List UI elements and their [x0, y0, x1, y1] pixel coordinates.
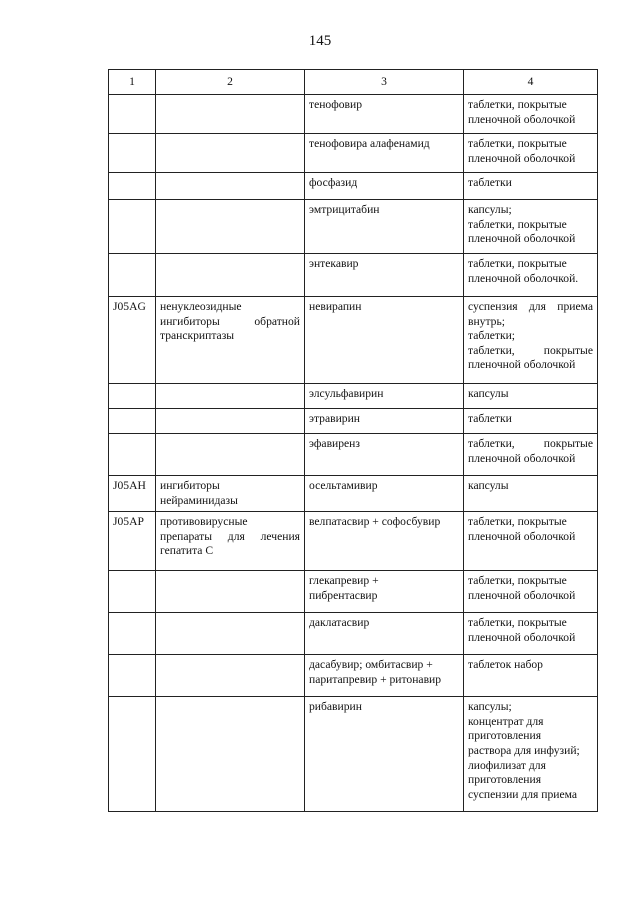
drug-name-cell: тенофовира алафенамид: [305, 134, 464, 173]
dosage-form-cell: капсулы; таблетки, покрытые пленочной оболочкой: [464, 200, 598, 254]
atc-code-cell: [109, 697, 156, 812]
drug-name-cell: энтекавир: [305, 254, 464, 297]
drug-name-cell: дасабувир; омбитасвир + паритапревир + ритонавир: [305, 655, 464, 697]
atc-code-cell: [109, 384, 156, 409]
pharmacological-group-cell: противовирусные препараты для лечения гепатита С: [156, 512, 305, 571]
atc-code-cell: J05AP: [109, 512, 156, 571]
atc-code-cell: J05AG: [109, 297, 156, 384]
header-col-3: 3: [305, 70, 464, 95]
dosage-form-cell: капсулы; концентрат для приготовления раствора для инфузий; лиофилизат для приготовления суспензии для приема: [464, 697, 598, 812]
header-col-4: 4: [464, 70, 598, 95]
drug-name-cell: осельтамивир: [305, 476, 464, 512]
medication-table: [108, 69, 598, 812]
table-row: [109, 655, 598, 697]
table-row: [109, 173, 598, 200]
drug-name-cell: эмтрицитабин: [305, 200, 464, 254]
table-row: [109, 613, 598, 655]
pharmacological-group-cell: ненуклеозидные ингибиторы обратной транскриптазы: [156, 297, 305, 384]
atc-code-cell: [109, 409, 156, 434]
pharmacological-group-cell: [156, 134, 305, 173]
drug-name-cell: велпатасвир + софосбувир: [305, 512, 464, 571]
atc-code-cell: [109, 613, 156, 655]
atc-code-cell: [109, 571, 156, 613]
table-row: [109, 200, 598, 254]
dosage-form-cell: таблетки, покрытые пленочной оболочкой: [464, 134, 598, 173]
table-row: [109, 409, 598, 434]
pharmacological-group-cell: [156, 200, 305, 254]
pharmacological-group-cell: [156, 95, 305, 134]
table-row: [109, 254, 598, 297]
table-row: [109, 297, 598, 384]
table-row: [109, 476, 598, 512]
pharmacological-group-cell: [156, 571, 305, 613]
pharmacological-group-cell: [156, 254, 305, 297]
drug-name-cell: элсульфавирин: [305, 384, 464, 409]
atc-code-cell: [109, 134, 156, 173]
dosage-form-cell: таблетки, покрытые пленочной оболочкой.: [464, 254, 598, 297]
atc-code-cell: [109, 434, 156, 476]
header-col-2: 2: [156, 70, 305, 95]
table-row: [109, 134, 598, 173]
drug-name-cell: рибавирин: [305, 697, 464, 812]
dosage-form-cell: таблетки, покрытые пленочной оболочкой: [464, 95, 598, 134]
drug-name-cell: этравирин: [305, 409, 464, 434]
drug-name-cell: фосфазид: [305, 173, 464, 200]
atc-code-cell: [109, 173, 156, 200]
dosage-form-cell: таблетки: [464, 173, 598, 200]
dosage-form-cell: таблеток набор: [464, 655, 598, 697]
pharmacological-group-cell: [156, 655, 305, 697]
pharmacological-group-cell: ингибиторы нейраминидазы: [156, 476, 305, 512]
atc-code-cell: [109, 254, 156, 297]
table-header-row: [109, 70, 598, 95]
dosage-form-cell: таблетки: [464, 409, 598, 434]
dosage-form-cell: таблетки, покрытые пленочной оболочкой: [464, 512, 598, 571]
dosage-form-cell: капсулы: [464, 384, 598, 409]
atc-code-cell: [109, 200, 156, 254]
pharmacological-group-cell: [156, 697, 305, 812]
table-row: [109, 384, 598, 409]
drug-name-cell: даклатасвир: [305, 613, 464, 655]
drug-name-cell: невирапин: [305, 297, 464, 384]
drug-name-cell: глекапревир + пибрентасвир: [305, 571, 464, 613]
dosage-form-cell: капсулы: [464, 476, 598, 512]
page-number: 145: [308, 33, 332, 49]
pharmacological-group-cell: [156, 613, 305, 655]
table-row: [109, 512, 598, 571]
dosage-form-cell: таблетки, покрытые пленочной оболочкой: [464, 613, 598, 655]
dosage-form-cell: таблетки, покрытые пленочной оболочкой: [464, 434, 598, 476]
pharmacological-group-cell: [156, 409, 305, 434]
table-body: [109, 95, 598, 812]
dosage-form-cell: таблетки, покрытые пленочной оболочкой: [464, 571, 598, 613]
atc-code-cell: [109, 95, 156, 134]
header-col-1: 1: [109, 70, 156, 95]
pharmacological-group-cell: [156, 384, 305, 409]
table-row: [109, 571, 598, 613]
pharmacological-group-cell: [156, 173, 305, 200]
atc-code-cell: J05AH: [109, 476, 156, 512]
table-row: [109, 697, 598, 812]
table-row: [109, 95, 598, 134]
dosage-form-cell: суспензия для приема внутрь; таблетки; таблетки, покрытые пленочной оболочкой: [464, 297, 598, 384]
pharmacological-group-cell: [156, 434, 305, 476]
drug-name-cell: эфавиренз: [305, 434, 464, 476]
drug-name-cell: тенофовир: [305, 95, 464, 134]
atc-code-cell: [109, 655, 156, 697]
table-row: [109, 434, 598, 476]
